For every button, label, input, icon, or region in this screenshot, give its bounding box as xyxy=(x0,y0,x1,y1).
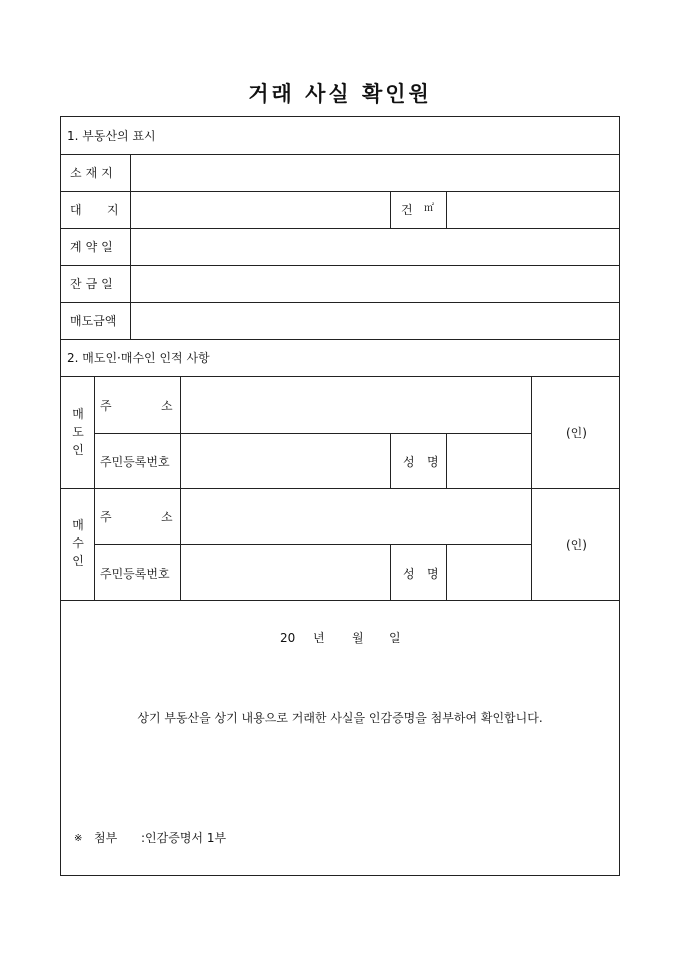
divider xyxy=(61,154,619,155)
reference-mark-icon: ※ xyxy=(74,833,83,844)
seller-seal-mark: (인) xyxy=(566,426,587,440)
divider xyxy=(446,544,447,600)
buyer-id-label: 주민등록번호 xyxy=(100,567,170,581)
seller-address-label-left: 주 xyxy=(100,399,112,413)
divider xyxy=(61,339,619,340)
buyer-seal-mark: (인) xyxy=(566,538,587,552)
document-title: 거래 사실 확인원 xyxy=(248,81,432,106)
divider xyxy=(61,265,619,266)
divider xyxy=(94,376,95,600)
divider xyxy=(180,376,181,600)
buyer-group-label: 매수인 xyxy=(72,518,84,568)
location-label: 소재지 xyxy=(70,166,117,180)
attachment-label: 첨부 xyxy=(94,831,118,845)
buyer-name-label-right: 명 xyxy=(427,567,439,581)
divider xyxy=(531,376,532,600)
date-day-unit: 일 xyxy=(389,631,401,645)
divider xyxy=(61,191,619,192)
divider xyxy=(390,544,391,600)
buyer-address-label-right: 소 xyxy=(161,510,173,524)
date-year-unit: 년 xyxy=(313,631,325,645)
divider xyxy=(61,302,619,303)
seller-address-label-right: 소 xyxy=(161,399,173,413)
confirmation-statement: 상기 부동산을 상기 내용으로 거래한 사실을 인감증명을 첨부하여 확인합니다. xyxy=(137,711,543,725)
land-label-right: 지 xyxy=(107,203,119,217)
section1-heading: 1. 부동산의 표시 xyxy=(67,129,156,143)
divider xyxy=(94,544,531,545)
contract-date-label: 계약일 xyxy=(70,240,117,254)
sale-price-label: 매도금액 xyxy=(70,314,117,328)
balance-date-label: 잔금일 xyxy=(70,277,117,291)
date-month-unit: 월 xyxy=(352,631,364,645)
seller-id-label: 주민등록번호 xyxy=(100,455,170,469)
divider xyxy=(61,488,619,489)
divider xyxy=(446,433,447,488)
divider xyxy=(61,228,619,229)
seller-name-label-right: 명 xyxy=(427,455,439,469)
divider xyxy=(390,191,391,228)
seller-name-label-left: 성 xyxy=(403,455,415,469)
buyer-address-label-left: 주 xyxy=(100,510,112,524)
confirmation-form xyxy=(60,116,620,876)
divider xyxy=(61,600,619,601)
divider xyxy=(61,376,619,377)
divider xyxy=(390,433,391,488)
divider xyxy=(446,191,447,228)
date-year: 20 xyxy=(280,631,296,645)
attachment-value: :인감증명서 1부 xyxy=(141,831,227,845)
square-meter-unit: ㎡ xyxy=(424,203,434,214)
section2-heading: 2. 매도인·매수인 인적 사항 xyxy=(67,351,210,365)
building-label: 건 xyxy=(401,203,413,217)
buyer-name-label-left: 성 xyxy=(403,567,415,581)
seller-group-label: 매도인 xyxy=(72,407,84,457)
divider xyxy=(94,433,531,434)
land-label-left: 대 xyxy=(70,203,82,217)
divider xyxy=(130,154,131,339)
